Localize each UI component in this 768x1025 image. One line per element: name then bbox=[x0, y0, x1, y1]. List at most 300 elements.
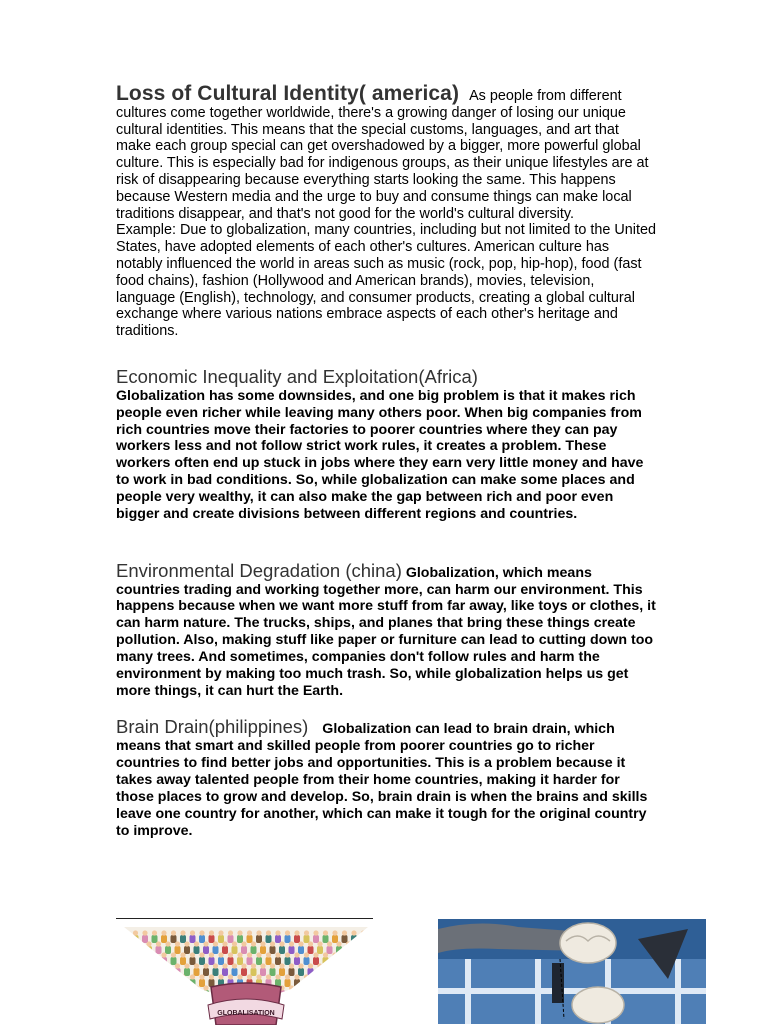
crowd-person-head bbox=[241, 941, 246, 946]
crowd-person bbox=[127, 946, 133, 954]
crowd-person bbox=[308, 990, 314, 998]
heading-economic-inequality: Economic Inequality and Exploitation(Africa) bbox=[116, 365, 478, 387]
crowd-person-head bbox=[184, 985, 189, 990]
crowd-person-head bbox=[247, 952, 252, 957]
crowd-person bbox=[365, 990, 371, 998]
crowd-person bbox=[133, 957, 139, 965]
crowd-person-head bbox=[156, 985, 161, 990]
crowd-person-head bbox=[123, 952, 128, 957]
crowd-person-head bbox=[342, 974, 347, 979]
crowd-person-head bbox=[313, 974, 318, 979]
crowd-person bbox=[289, 968, 295, 976]
crowd-person bbox=[156, 946, 162, 954]
crowd-person-head bbox=[355, 941, 360, 946]
crowd-person-head bbox=[355, 963, 360, 968]
crowd-person bbox=[146, 968, 152, 976]
crowd-person bbox=[332, 935, 338, 943]
crowd-person bbox=[308, 946, 314, 954]
crowd-person bbox=[171, 979, 177, 987]
crowd-person bbox=[336, 968, 342, 976]
crowd-person-head bbox=[137, 963, 142, 968]
crowd-person-head bbox=[294, 930, 299, 935]
crowd-person-head bbox=[285, 952, 290, 957]
crowd-person-head bbox=[336, 963, 341, 968]
crowd-person bbox=[146, 946, 152, 954]
section-environmental-degradation bbox=[116, 559, 656, 700]
crowd-person-head bbox=[346, 941, 351, 946]
crowd-person-head bbox=[256, 974, 261, 979]
crowd-person bbox=[199, 957, 205, 965]
crowd-person bbox=[190, 957, 196, 965]
crowd-person-head bbox=[209, 930, 214, 935]
crowd-person-head bbox=[194, 941, 199, 946]
crowd-person bbox=[199, 979, 205, 987]
crowd-person-head bbox=[137, 985, 142, 990]
paragraph-cultural-identity: As people from different cultures come together worldwide, there's a growing danger of losing our unique cultural identities. This means that the special customs, languages, and art that make each group special can get overshadowed by a bigger, more powerful global culture. This is especially bad for indigenous groups, as their unique lifestyles are at risk of disappearing because everything starts looking the same. This happens because Western media and the urge to buy and consume things can make local traditions disappear, and that's not good for the world's cultural diversity. bbox=[116, 88, 649, 222]
crowd-person-head bbox=[146, 941, 151, 946]
crowd-person-head bbox=[365, 941, 370, 946]
crowd-person-head bbox=[127, 941, 132, 946]
crowd-person-head bbox=[298, 941, 303, 946]
crowd-person-head bbox=[327, 941, 332, 946]
crowd-person-head bbox=[342, 952, 347, 957]
crowd-person-head bbox=[190, 952, 195, 957]
crowd-person-head bbox=[142, 974, 147, 979]
crowd-person bbox=[365, 946, 371, 954]
crowd-person-head bbox=[304, 952, 309, 957]
crowd-person bbox=[127, 968, 133, 976]
crowd-person bbox=[270, 968, 276, 976]
crowd-person bbox=[156, 968, 162, 976]
crowd-person-head bbox=[218, 974, 223, 979]
crowd-person-head bbox=[133, 974, 138, 979]
crowd-person-head bbox=[256, 952, 261, 957]
crowd-person-head bbox=[285, 974, 290, 979]
crowd-person-head bbox=[275, 974, 280, 979]
crowd-person-head bbox=[346, 963, 351, 968]
crowd-person-head bbox=[313, 952, 318, 957]
crowd-person-head bbox=[171, 930, 176, 935]
crowd-person bbox=[237, 957, 243, 965]
crowd-person bbox=[247, 935, 253, 943]
crowd-person bbox=[313, 935, 319, 943]
crowd-person bbox=[298, 968, 304, 976]
crowd-person-head bbox=[289, 941, 294, 946]
crowd-person bbox=[222, 968, 228, 976]
crowd-person bbox=[298, 990, 304, 998]
crowd-person-head bbox=[332, 952, 337, 957]
crowd-person-head bbox=[203, 941, 208, 946]
crowd-person-head bbox=[218, 952, 223, 957]
crowd-person bbox=[323, 979, 329, 987]
crowd-person bbox=[152, 957, 158, 965]
paragraph-brain-drain: Globalization can lead to brain drain, which means that smart and skilled people from poorer countries go to richer countries to find better jobs and opportunities. This is a problem because it takes away talented people from their home countries, making it harder for those places to grow and develop. So, brain drain is when the brains and skills leave one country for another, which can make it tough for the original country to improve. bbox=[116, 721, 648, 839]
crowd-person-head bbox=[209, 952, 214, 957]
crowd-person-head bbox=[342, 930, 347, 935]
crowd-person bbox=[313, 979, 319, 987]
crowd-person bbox=[361, 979, 367, 987]
crowd-person-head bbox=[133, 952, 138, 957]
crowd-person-head bbox=[194, 963, 199, 968]
crowd-person-head bbox=[161, 974, 166, 979]
crowd-person-head bbox=[218, 930, 223, 935]
crowd-person bbox=[285, 957, 291, 965]
crowd-person-head bbox=[222, 941, 227, 946]
crowd-person-head bbox=[247, 974, 252, 979]
crowd-person bbox=[194, 968, 200, 976]
crowd-person bbox=[361, 935, 367, 943]
crowd-person bbox=[304, 935, 310, 943]
crowd-person-head bbox=[123, 974, 128, 979]
crowd-person bbox=[355, 968, 361, 976]
crowd-person-head bbox=[190, 974, 195, 979]
crowd-person bbox=[266, 935, 272, 943]
crowd-person bbox=[123, 979, 129, 987]
crowd-person-head bbox=[266, 952, 271, 957]
paragraph-example: Example: Due to globalization, many countries, including but not limited to the United States, have adopted elements of each other's cultures. American culture has notably influenced the world in areas such as music (rock, pop, hip-hop), food (fast food chains), fashion (Hollywood and American brands), movies, television, language (English), technology, and consumer products, creating a global cultural exchange where various nations embrace aspects of each other's heritage and traditions. bbox=[116, 222, 656, 340]
paragraph-economic-inequality: Globalization has some downsides, and one big problem is that it makes rich people even richer while leaving many others poor. When big companies from rich countries move their factories to poorer countries where they can pay workers less and not follow strict work rules, it creates a problem. These workers often end up stuck in jobs where they earn very little money and have to work in bad conditions. So, while globalization can make some places and people very wealthy, it can also make the gap between rich and poor even bigger and create divisions between different regions and countries. bbox=[116, 387, 644, 522]
crowd-person-head bbox=[146, 963, 151, 968]
crowd-person-head bbox=[213, 963, 218, 968]
crowd-person-head bbox=[351, 952, 356, 957]
crowd-person-head bbox=[332, 930, 337, 935]
crowd-person bbox=[327, 946, 333, 954]
crowd-person bbox=[346, 946, 352, 954]
crowd-person-head bbox=[165, 985, 170, 990]
crowd-person bbox=[165, 968, 171, 976]
crowd-person-head bbox=[304, 974, 309, 979]
crowd-person bbox=[304, 957, 310, 965]
crowd-person-head bbox=[194, 985, 199, 990]
crowd-person-head bbox=[336, 941, 341, 946]
crowd-person bbox=[327, 968, 333, 976]
crowd-globalisation-image bbox=[116, 918, 373, 1025]
crowd-person-head bbox=[323, 930, 328, 935]
crowd-person bbox=[228, 957, 234, 965]
crowd-person-head bbox=[232, 941, 237, 946]
section-cultural-identity bbox=[116, 82, 656, 340]
crowd-person bbox=[279, 968, 285, 976]
crowd-person bbox=[180, 935, 186, 943]
crowd-person-head bbox=[351, 930, 356, 935]
crowd-person bbox=[184, 990, 190, 998]
crowd-person-head bbox=[213, 941, 218, 946]
crowd-person bbox=[180, 979, 186, 987]
crowd-person-head bbox=[190, 930, 195, 935]
crowd-person bbox=[175, 990, 181, 998]
crowd-person-head bbox=[199, 974, 204, 979]
crowd-person-head bbox=[279, 963, 284, 968]
crowd-person bbox=[285, 935, 291, 943]
crowd-person-head bbox=[256, 930, 261, 935]
crowd-person-head bbox=[180, 930, 185, 935]
crowd-person-head bbox=[161, 952, 166, 957]
crowd-person-head bbox=[327, 963, 332, 968]
crowd-person bbox=[275, 957, 281, 965]
crowd-person-head bbox=[317, 963, 322, 968]
paragraph-environmental-degradation: Globalization, which means countries trading and working together more, can harm our environment. This happens because when we want more stuff from far away, like toys or clothes, it can harm nature. The trucks, ships, and planes that bring these things create pollution. Also, making stuff like paper or furniture can lead to cutting down too many trees. And sometimes, companies don't follow rules and harm the environment by making too much trash. So, while globalization helps us get more things, it can hurt the Earth. bbox=[116, 564, 656, 699]
crowd-person-head bbox=[165, 963, 170, 968]
crowd-person-head bbox=[232, 963, 237, 968]
crowd-person-head bbox=[361, 952, 366, 957]
crowd-person-head bbox=[266, 974, 271, 979]
crowd-person bbox=[232, 946, 238, 954]
crowd-person bbox=[203, 968, 209, 976]
crowd-person-head bbox=[222, 963, 227, 968]
crowd-person-head bbox=[142, 952, 147, 957]
crowd-person-head bbox=[184, 963, 189, 968]
crowd-person bbox=[266, 957, 272, 965]
crowd-person bbox=[161, 979, 167, 987]
crowd-person bbox=[190, 935, 196, 943]
crowd-person bbox=[180, 957, 186, 965]
crowd-person-head bbox=[275, 930, 280, 935]
crowd-person-head bbox=[137, 941, 142, 946]
crowd-person bbox=[351, 935, 357, 943]
crowd-person bbox=[308, 968, 314, 976]
crowd-person bbox=[152, 935, 158, 943]
crowd-person-head bbox=[165, 941, 170, 946]
crowd-person bbox=[285, 979, 291, 987]
crowd-person-head bbox=[323, 952, 328, 957]
crowd-person-head bbox=[365, 985, 370, 990]
crowd-person bbox=[251, 946, 257, 954]
crowd-person bbox=[351, 957, 357, 965]
crowd-person bbox=[317, 968, 323, 976]
crowd-person-head bbox=[228, 974, 233, 979]
crowd-person bbox=[351, 979, 357, 987]
crowd-person bbox=[171, 935, 177, 943]
crowd-person bbox=[137, 968, 143, 976]
crowd-person bbox=[165, 990, 171, 998]
crowd-person bbox=[123, 957, 129, 965]
crowd-person-head bbox=[142, 930, 147, 935]
globalisation-badge-text: GLOBALISATION bbox=[217, 1010, 275, 1017]
crowd-person bbox=[327, 990, 333, 998]
crowd-person-head bbox=[313, 930, 318, 935]
crowd-person bbox=[213, 968, 219, 976]
crowd-person-head bbox=[270, 941, 275, 946]
crowd-person bbox=[289, 946, 295, 954]
crowd-person bbox=[342, 979, 348, 987]
crowd-person bbox=[279, 946, 285, 954]
crowd-person bbox=[241, 968, 247, 976]
crowd-person bbox=[127, 990, 133, 998]
crowd-person-head bbox=[308, 963, 313, 968]
crowd-person-head bbox=[152, 930, 157, 935]
crowd-person bbox=[137, 946, 143, 954]
crowd-person-head bbox=[161, 930, 166, 935]
crowd-person bbox=[294, 957, 300, 965]
crowd-person bbox=[152, 979, 158, 987]
crowd-person bbox=[298, 946, 304, 954]
section-economic-inequality bbox=[116, 366, 656, 523]
crowd-person bbox=[142, 935, 148, 943]
heading-environmental-degradation: Environmental Degradation (china) bbox=[116, 559, 402, 581]
crowd-person bbox=[256, 935, 262, 943]
crowd-person-head bbox=[260, 941, 265, 946]
crowd-person bbox=[294, 979, 300, 987]
crowd-person-head bbox=[133, 930, 138, 935]
crowd-person bbox=[317, 946, 323, 954]
crowd-person-head bbox=[152, 974, 157, 979]
crowd-person-head bbox=[298, 963, 303, 968]
section-brain-drain bbox=[116, 716, 656, 839]
crowd-person-head bbox=[365, 963, 370, 968]
crowd-person-head bbox=[298, 985, 303, 990]
crowd-person-head bbox=[294, 952, 299, 957]
crowd-person bbox=[194, 990, 200, 998]
crowd-person-head bbox=[361, 930, 366, 935]
crowd-person-head bbox=[289, 963, 294, 968]
crowd-person bbox=[133, 979, 139, 987]
crowd-person-head bbox=[289, 985, 294, 990]
crowd-person-head bbox=[199, 930, 204, 935]
crowd-person bbox=[190, 979, 196, 987]
crowd-person-head bbox=[285, 930, 290, 935]
crowd-person bbox=[161, 957, 167, 965]
crowd-person bbox=[317, 990, 323, 998]
crowd-person bbox=[346, 968, 352, 976]
crowd-person bbox=[361, 957, 367, 965]
crowd-person-head bbox=[237, 952, 242, 957]
crowd-person-head bbox=[275, 952, 280, 957]
crowd-person bbox=[222, 946, 228, 954]
crowd-person bbox=[133, 935, 139, 943]
crowd-person bbox=[323, 957, 329, 965]
crowd-person-head bbox=[146, 985, 151, 990]
crowd-person bbox=[294, 935, 300, 943]
crowd-person bbox=[336, 946, 342, 954]
crowd-person bbox=[228, 935, 234, 943]
crowd-person-head bbox=[123, 930, 128, 935]
crowd-person bbox=[194, 946, 200, 954]
crowd-person bbox=[199, 935, 205, 943]
crowd-person bbox=[332, 979, 338, 987]
crowd-person-head bbox=[266, 930, 271, 935]
crowd-person-head bbox=[351, 974, 356, 979]
crowd-person-head bbox=[332, 974, 337, 979]
crowd-person bbox=[218, 935, 224, 943]
crowd-person bbox=[323, 935, 329, 943]
crowd-person-head bbox=[361, 974, 366, 979]
crowd-person-head bbox=[180, 952, 185, 957]
crowd-person-head bbox=[175, 963, 180, 968]
crowd-person-head bbox=[199, 952, 204, 957]
crowd-person-head bbox=[308, 941, 313, 946]
crowd-person bbox=[175, 946, 181, 954]
crowd-person bbox=[156, 990, 162, 998]
crowd-person bbox=[304, 979, 310, 987]
crowd-person-head bbox=[237, 974, 242, 979]
crowd-person-head bbox=[228, 930, 233, 935]
crowd-person-head bbox=[355, 985, 360, 990]
crowd-person bbox=[165, 946, 171, 954]
crowd-person-head bbox=[251, 963, 256, 968]
crowd-person bbox=[346, 990, 352, 998]
crowd-person bbox=[342, 935, 348, 943]
document-body bbox=[116, 82, 656, 839]
crowd-person bbox=[355, 946, 361, 954]
crowd-person bbox=[146, 990, 152, 998]
heading-brain-drain: Brain Drain(philippines) bbox=[116, 716, 309, 738]
crowd-person-head bbox=[294, 974, 299, 979]
crowd-person-head bbox=[241, 963, 246, 968]
crowd-person bbox=[289, 990, 295, 998]
crowd-person bbox=[260, 946, 266, 954]
crowd-person-head bbox=[175, 941, 180, 946]
crowd-person-head bbox=[327, 985, 332, 990]
crowd-person bbox=[184, 968, 190, 976]
crowd-person-head bbox=[260, 963, 265, 968]
crowd-person bbox=[332, 957, 338, 965]
crowd-person bbox=[355, 990, 361, 998]
crowd-person-head bbox=[203, 963, 208, 968]
crowd-person-head bbox=[156, 941, 161, 946]
crowd-person bbox=[137, 990, 143, 998]
crowd-person-head bbox=[152, 952, 157, 957]
crowd-person-head bbox=[336, 985, 341, 990]
crowd-person-head bbox=[156, 963, 161, 968]
crowd-person bbox=[209, 957, 215, 965]
crowd-person-head bbox=[228, 952, 233, 957]
crowd-person-head bbox=[279, 941, 284, 946]
crowd-person bbox=[270, 946, 276, 954]
crowd-person bbox=[251, 968, 257, 976]
crowd-person-head bbox=[270, 963, 275, 968]
crowd-person bbox=[237, 935, 243, 943]
crowd-person bbox=[203, 990, 209, 998]
crowd-person-head bbox=[304, 930, 309, 935]
crowd-person bbox=[142, 979, 148, 987]
heading-cultural-identity: Loss of Cultural Identity( america) bbox=[116, 82, 460, 105]
crowd-person bbox=[342, 957, 348, 965]
crowd-person-head bbox=[171, 952, 176, 957]
crowd-person bbox=[142, 957, 148, 965]
crowd-person bbox=[247, 957, 253, 965]
crowd-person-head bbox=[184, 941, 189, 946]
crowd-person-head bbox=[317, 985, 322, 990]
crowd-person-head bbox=[175, 985, 180, 990]
crowd-person-head bbox=[308, 985, 313, 990]
crowd-person bbox=[275, 935, 281, 943]
crowd-person bbox=[209, 935, 215, 943]
crowd-person-head bbox=[323, 974, 328, 979]
crowd-person bbox=[218, 957, 224, 965]
crowd-person-head bbox=[209, 974, 214, 979]
crowd-person-head bbox=[127, 963, 132, 968]
crowd-person bbox=[161, 935, 167, 943]
crowd-person bbox=[232, 968, 238, 976]
crowd-person bbox=[184, 946, 190, 954]
crowd-person-head bbox=[180, 974, 185, 979]
crowd-person bbox=[241, 946, 247, 954]
crowd-person bbox=[313, 957, 319, 965]
crowd-person-head bbox=[171, 974, 176, 979]
crowd-person-head bbox=[237, 930, 242, 935]
brain-drain-image bbox=[438, 919, 706, 1024]
crowd-person bbox=[213, 946, 219, 954]
crowd-person-head bbox=[203, 985, 208, 990]
crowd-person-head bbox=[247, 930, 252, 935]
crowd-person bbox=[260, 968, 266, 976]
crowd-person bbox=[123, 935, 129, 943]
crowd-person bbox=[175, 968, 181, 976]
crowd-person bbox=[203, 946, 209, 954]
crowd-person-head bbox=[317, 941, 322, 946]
crowd-person-head bbox=[346, 985, 351, 990]
crowd-person bbox=[336, 990, 342, 998]
